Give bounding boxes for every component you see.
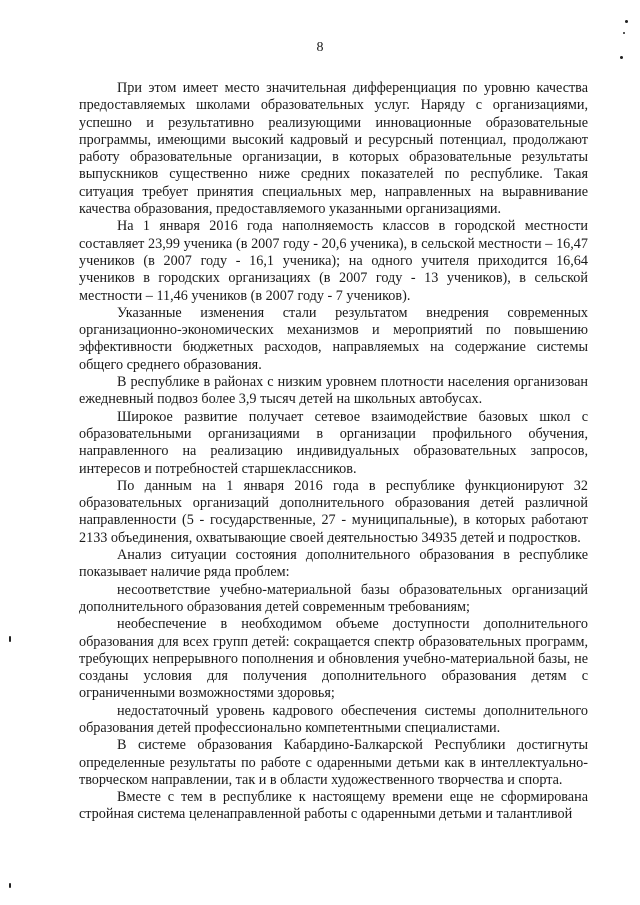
- paragraph: В системе образования Кабардино-Балкарской Республики достигнуты определенные результаты по работе с одаренными детьми как в интеллектуально-творческом направлении, так и в области художественного творчества и спорта.: [79, 737, 588, 788]
- scan-speck: [9, 883, 11, 888]
- paragraph: Вместе с тем в республике к настоящему времени еще не сформирована стройная система целенаправленной работы с одаренными детьми и талантливой: [79, 789, 588, 823]
- scan-speck: [620, 56, 623, 59]
- paragraph: недостаточный уровень кадрового обеспечения системы дополнительного образования детей профессионально компетентными специалистами.: [79, 702, 588, 736]
- paragraph: необеспечение в необходимом объеме доступности дополнительного образования для всех групп детей: сокращается спектр образовательных программ, требующих непрерывного пополнения и обновления учебно-материальной базы, не созданы условия для получения дополнительного образования детям с ограниченными возможностями здоровья;: [79, 616, 588, 702]
- scan-speck: [625, 20, 628, 23]
- document-body: [79, 80, 588, 824]
- paragraph: На 1 января 2016 года наполняемость классов в городской местности составляет 23,99 ученика (в 2007 году - 20,6 ученика), в сельской местности – 16,47 учеников (в 2007 году - 16,1 ученика); на одного учителя приходится 16,64 учеников в городских организациях (в 2007 году - 13 учеников), в сельской местности – 11,46 учеников (в 2007 году - 7 учеников).: [79, 218, 588, 304]
- page-number: 8: [316, 40, 324, 55]
- scan-speck: [9, 636, 11, 642]
- scan-speck: [623, 32, 625, 34]
- paragraph: Указанные изменения стали результатом внедрения современных организационно-экономических механизмов и мероприятий по повышению эффективности бюджетных расходов, направляемых на содержание системы общего среднего образования.: [79, 304, 588, 373]
- paragraph: По данным на 1 января 2016 года в республике функционируют 32 образовательных организаций дополнительного образования детей различной направленности (5 - государственные, 27 - муниципальные), в которых работают 2133 объединения, охватывающие своей деятельностью 34935 детей и подростков.: [79, 477, 588, 546]
- paragraph: Анализ ситуации состояния дополнительного образования в республике показывает наличие ряда проблем:: [79, 547, 588, 581]
- paragraph: В республике в районах с низким уровнем плотности населения организован ежедневный подвоз более 3,9 тысяч детей на школьных автобусах.: [79, 374, 588, 408]
- paragraph: Широкое развитие получает сетевое взаимодействие базовых школ с образовательными организациями в организации профильного обучения, направленного на реализацию индивидуальных образовательных запросов, интересов и потребностей старшеклассников.: [79, 408, 588, 477]
- paragraph: несоответствие учебно-материальной базы образовательных организаций дополнительного образования детей современным требованиям;: [79, 581, 588, 615]
- paragraph: При этом имеет место значительная дифференциация по уровню качества предоставляемых школами образовательных услуг. Наряду с организациями, успешно и результативно реализующими инновационные образовательные программы, имеющими высокий кадровый и ресурсный потенциал, продолжают работу образовательные организации, в которых образовательные результаты выпускников существенно ниже средних показателей по республике. Такая ситуация требует принятия специальных мер, направленных на выравнивание качества образования, предоставляемого указанными организациями.: [79, 80, 588, 218]
